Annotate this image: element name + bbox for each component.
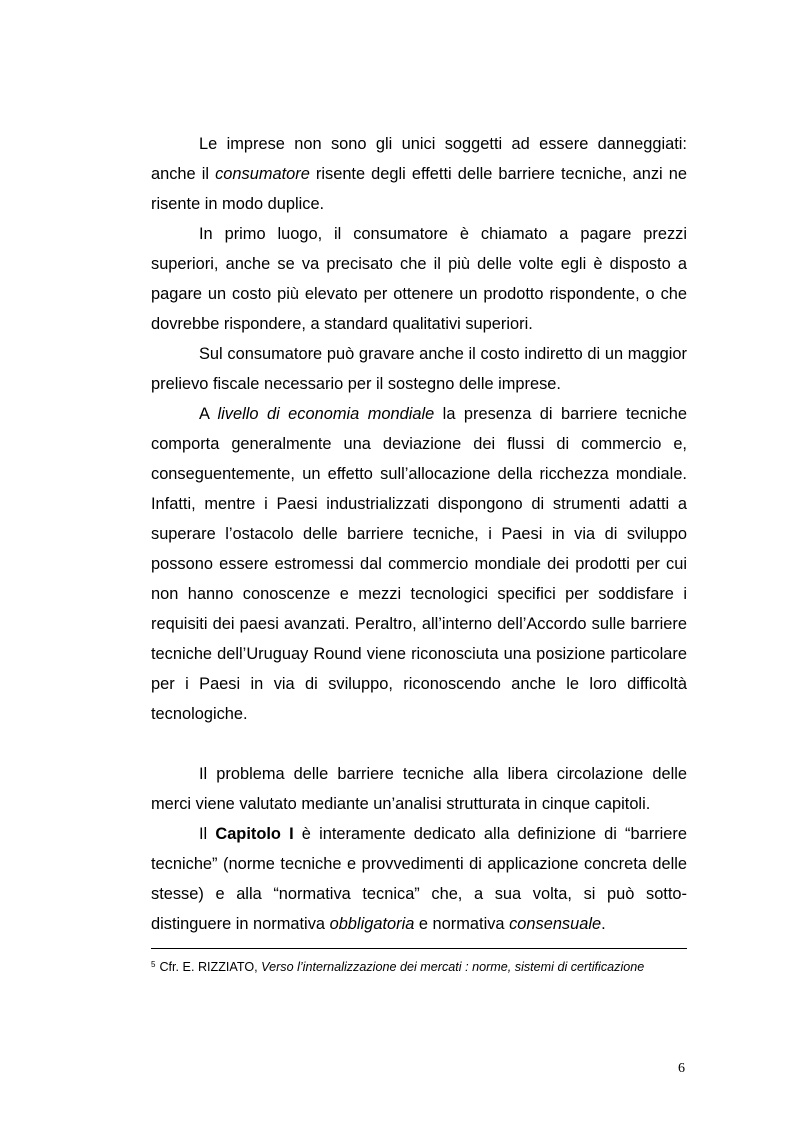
text-run: Sul consumatore può gravare anche il costo indiretto di un maggior prelievo fiscale necessario per il sostegno delle imprese. [151,345,687,393]
text-run: A [199,405,218,423]
footnote-italic-title: Verso l’internalizzazione dei mercati : norme, sistemi di certificazione [261,960,645,974]
text-run: e normativa [414,915,510,933]
footnote [151,956,691,976]
italic-term: consensuale [509,915,602,933]
text-run: Il [199,825,216,843]
text-run: risente degli effetti delle barriere tecniche, anzi ne risente in modo duplice. [151,165,687,213]
body-text [151,129,687,939]
text-run: Il problema delle barriere tecniche alla libera circolazione delle merci viene valutato mediante un’analisi strutturata in cinque capitoli. [151,765,687,813]
text-run: Le imprese non sono gli unici soggetti ad essere danneggiati: anche il [151,135,687,183]
text-run: la presenza di barriere tecniche comporta generalmente una deviazione dei flussi di commercio e, conseguentemente, un effetto sull’allocazione della ricchezza mondiale. Infatti, mentre i Paesi industrializzati dispongono di strumenti adatti a superare l’ostacolo delle barriere tecniche, i Paesi in via di sviluppo possono essere estromessi dal commercio mondiale dei prodotti per cui non hanno conoscenze e mezzi tecnologici specifici per soddisfare i requisiti dei paesi avanzati. Peraltro, all’interno dell’Accordo sulle barriere tecniche dell’Uruguay Round viene riconosciuta una posizione particolare per i Paesi in via di sviluppo, riconoscendo anche le loro difficoltà tecnologiche. [151,405,687,723]
paragraph-consumer-effects [151,129,687,219]
bold-chapter-label: Capitolo I [215,825,294,843]
paragraph-higher-prices [151,219,687,339]
footnote-text: Cfr. E. RIZZIATO, [159,960,262,974]
italic-term: obbligatoria [329,915,415,933]
paragraph-fiscal-cost [151,339,687,399]
footnote-separator [151,948,687,949]
text-run: è interamente dedicato alla definizione di “barriere tecniche” (norme tecniche e provvedimenti di applicazione concreta delle stesse) e alla “normativa tecnica” che, a sua volta, si può sotto-distinguere in normativa [151,825,687,933]
paragraph-chapter-one [151,819,687,939]
italic-term: livello di economia mondiale [217,405,435,423]
footnote-number: 5 [151,960,156,969]
paragraph-world-economy [151,399,687,729]
paragraph-structure-overview [151,759,687,819]
text-run: . [601,915,606,933]
text-run: In primo luogo, il consumatore è chiamato a pagare prezzi superiori, anche se va precisato che il più delle volte egli è disposto a pagare un costo più elevato per ottenere un prodotto rispondente, o che dovrebbe rispondere, a standard qualitativi superiori. [151,225,687,333]
page-number: 6 [678,1061,685,1076]
italic-term: consumatore [215,165,310,183]
